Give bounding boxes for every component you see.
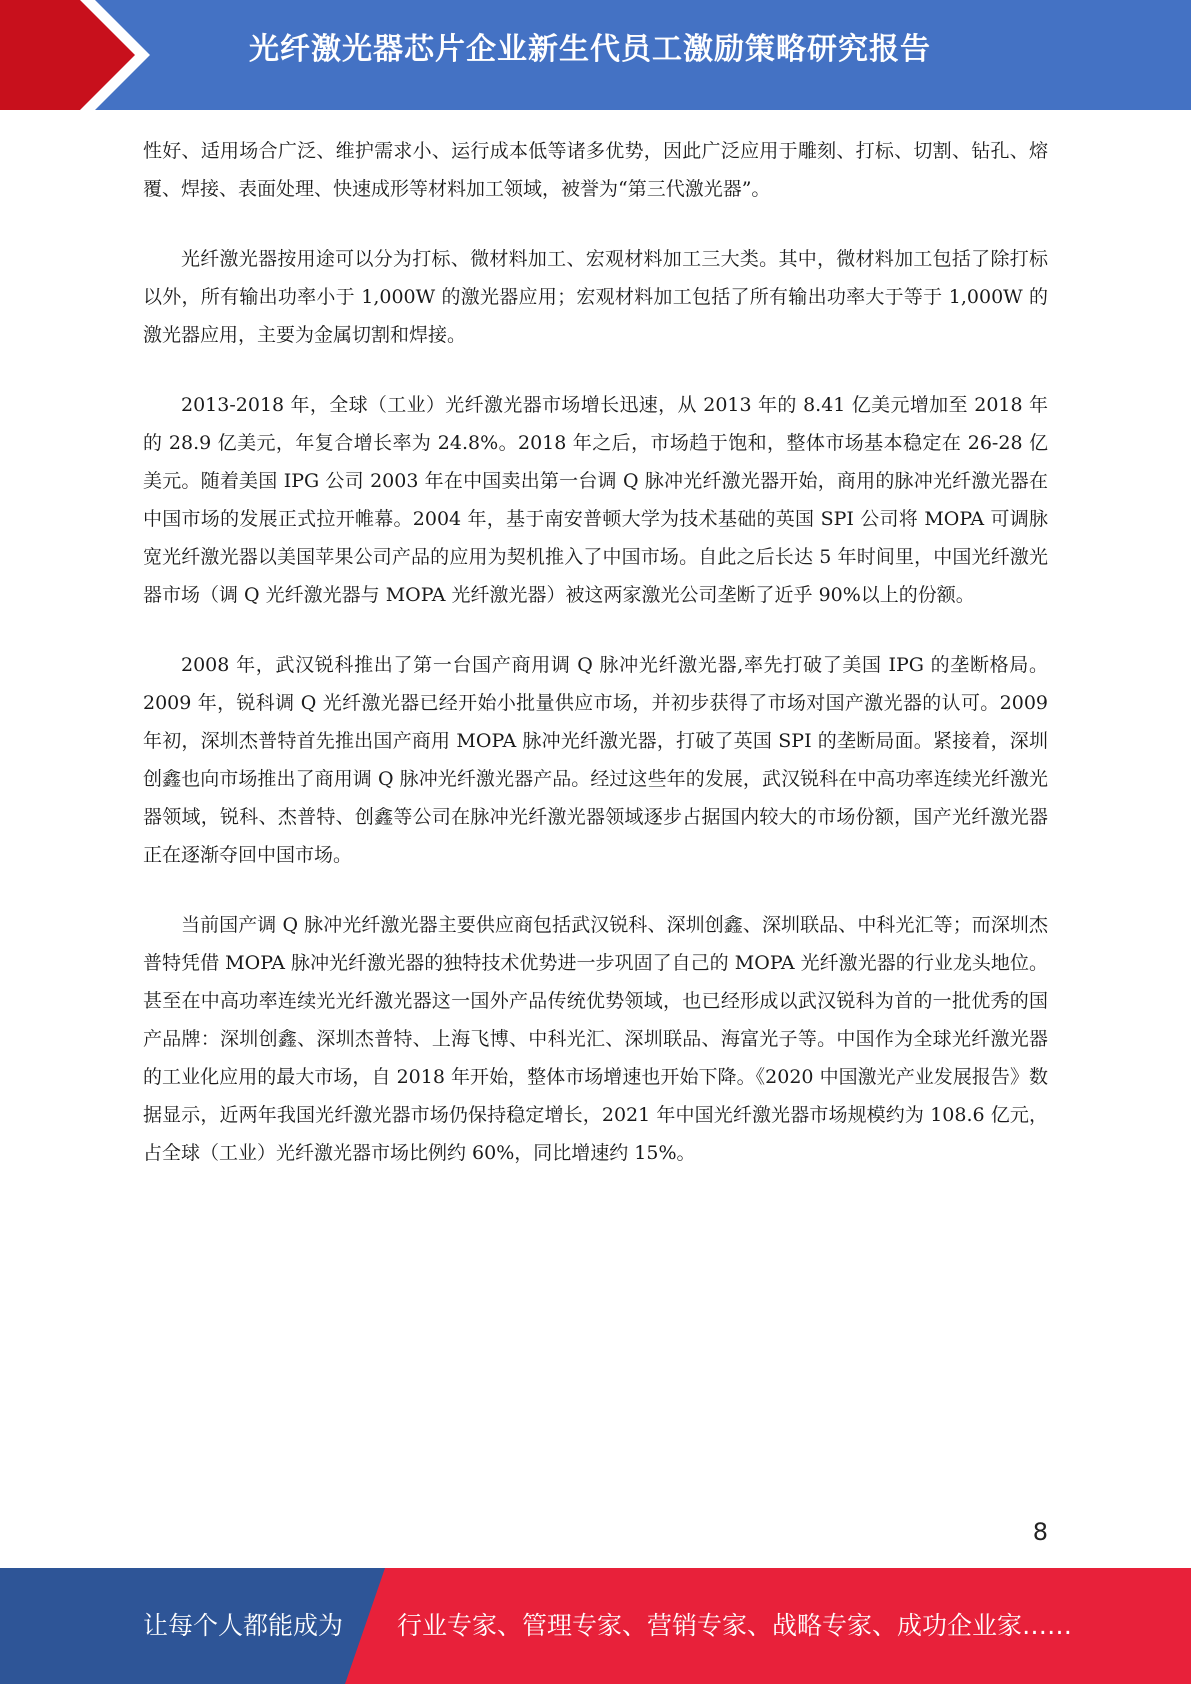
- paragraph-4: 2008 年，武汉锐科推出了第一台国产商用调 Q 脉冲光纤激光器,率先打破了美国 IPG 的垄断格局。2009 年，锐科调 Q 光纤激光器已经开始小批量供应市场，并初步获得了市场对国产激光器的认可。2009 年初，深圳杰普特首先推出国产商用 MOPA 脉冲光纤激光器，打破了英国 SPI 的垄断局面。紧接着，深圳创鑫也向市场推出了商用调 Q 脉冲光纤激光器产品。经过这些年的发展，武汉锐科在中高功率连续光纤激光器领域，锐科、杰普特、创鑫等公司在脉冲光纤激光器领域逐步占据国内较大的市场份额，国产光纤激光器正在逐渐夺回中国市场。: [143, 654, 1048, 866]
- paragraph-2: 光纤激光器按用途可以分为打标、微材料加工、宏观材料加工三大类。其中，微材料加工包括了除打标以外，所有输出功率小于 1,000W 的激光器应用；宏观材料加工包括了所有输出功率大于等于 1,000W 的激光器应用，主要为金属切割和焊接。: [143, 248, 1048, 346]
- paragraph-1: 性好、适用场合广泛、维护需求小、运行成本低等诸多优势，因此广泛应用于雕刻、打标、切割、钻孔、熔覆、焊接、表面处理、快速成形等材料加工领域，被誉为“第三代激光器”。: [143, 140, 1048, 200]
- document-body: [143, 132, 1048, 1204]
- paragraph-5: 当前国产调 Q 脉冲光纤激光器主要供应商包括武汉锐科、深圳创鑫、深圳联品、中科光汇等；而深圳杰普特凭借 MOPA 脉冲光纤激光器的独特技术优势进一步巩固了自己的 MOPA 光纤激光器的行业龙头地位。甚至在中高功率连续光光纤激光器这一国外产品传统优势领域，也已经形成以武汉锐科为首的一批优秀的国产品牌：深圳创鑫、深圳杰普特、上海飞博、中科光汇、深圳联品、海富光子等。中国作为全球光纤激光器的工业化应用的最大市场，自 2018 年开始，整体市场增速也开始下降。《2020 中国激光产业发展报告》数据显示，近两年我国光纤激光器市场仍保持稳定增长，2021 年中国光纤激光器市场规模约为 108.6 亿元，占全球（工业）光纤激光器市场比例约 60%，同比增速约 15%。: [143, 914, 1048, 1164]
- paragraph-3: 2013-2018 年，全球（工业）光纤激光器市场增长迅速，从 2013 年的 8.41 亿美元增加至 2018 年的 28.9 亿美元，年复合增长率为 24.8%。2018 年之后，市场趋于饱和，整体市场基本稳定在 26-28 亿美元。随着美国 IPG 公司 2003 年在中国卖出第一台调 Q 脉冲光纤激光器开始，商用的脉冲光纤激光器在中国市场的发展正式拉开帷幕。2004 年，基于南安普顿大学为技术基础的英国 SPI 公司将 MOPA 可调脉宽光纤激光器以美国苹果公司产品的应用为契机推入了中国市场。自此之后长达 5 年时间里，中国光纤激光器市场（调 Q 光纤激光器与 MOPA 光纤激光器）被这两家激光公司垄断了近乎 90%以上的份额。: [143, 394, 1048, 606]
- footer-slogan-left: 让每个人都能成为: [143, 1611, 344, 1640]
- page-number: 8: [1032, 1518, 1048, 1546]
- page-header: [0, 0, 1191, 110]
- header-title: 光纤激光器芯片企业新生代员工激励策略研究报告: [249, 32, 931, 67]
- page-footer: [0, 1568, 1191, 1684]
- footer-slogan-right: 行业专家、管理专家、营销专家、战略专家、成功企业家……: [397, 1611, 1073, 1640]
